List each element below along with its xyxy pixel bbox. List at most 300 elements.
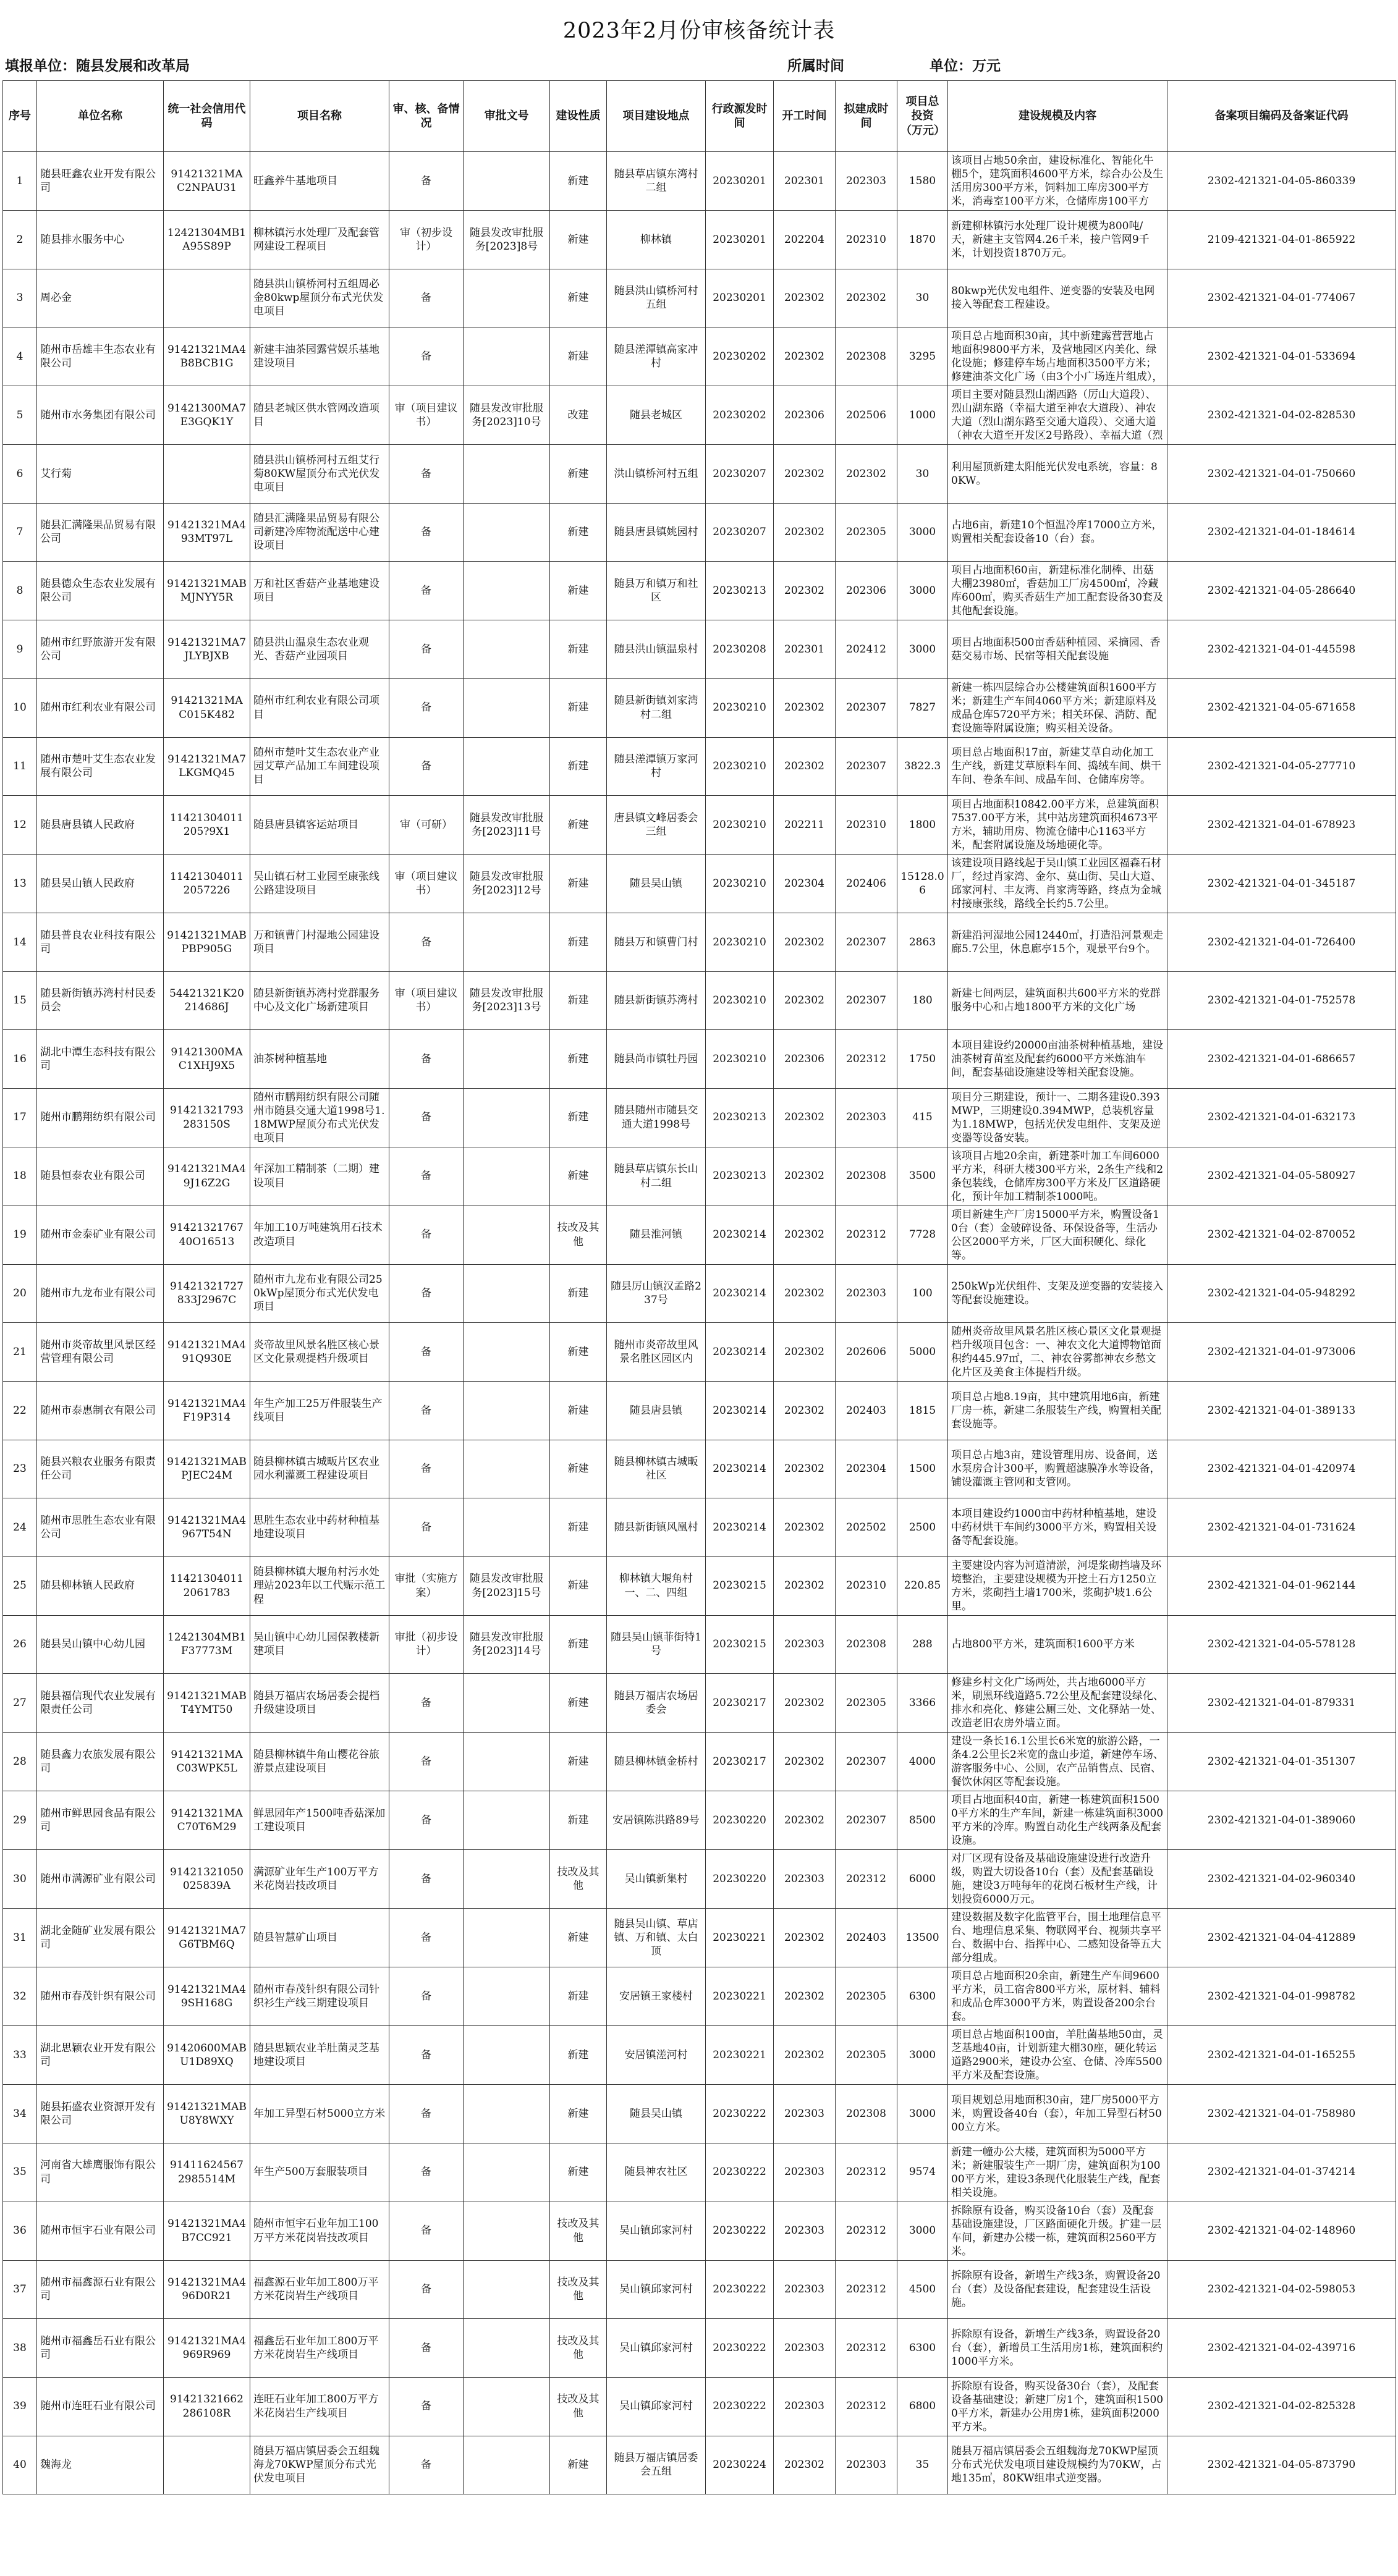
header-col-unit-name: 单位名称 [37, 81, 164, 152]
col-credit-code-cell [164, 1206, 250, 1264]
col-nature-text: 新建 [567, 174, 589, 187]
col-credit-code-cell [164, 1382, 250, 1440]
col-issue-date-text: 20230215 [713, 1638, 766, 1651]
col-project-name-text: 连旺石业年加工800万平方米花岗岩生产线项目 [253, 2393, 379, 2420]
col-nature-cell [550, 1850, 607, 1909]
col-unit-name-text: 随州市福鑫源石业有限公司 [40, 2276, 156, 2303]
col-nature-cell [550, 1791, 607, 1850]
col-completion-text: 202312 [846, 2283, 886, 2296]
col-record-code-cell [1167, 503, 1396, 562]
col-credit-code-text: 91421321MABPBP905G [167, 929, 247, 955]
col-index-text: 38 [13, 2341, 27, 2354]
col-location-text: 随县淮河镇 [630, 1228, 682, 1241]
col-location-text: 随县万和镇曹门村 [614, 935, 698, 948]
col-start-cell [774, 1088, 836, 1147]
col-location-cell [607, 1791, 706, 1850]
col-credit-code-cell [164, 152, 250, 211]
col-location-text: 安居镇陈洪路89号 [612, 1814, 700, 1826]
col-nature-cell [550, 737, 607, 796]
col-completion-cell [836, 678, 897, 737]
col-investment-text: 3000 [909, 2107, 936, 2120]
col-investment-cell [897, 1030, 948, 1089]
col-scope-cell [948, 1088, 1167, 1147]
col-scope-cell [948, 1615, 1167, 1674]
col-credit-code-cell [164, 1498, 250, 1557]
col-start-text: 202302 [784, 1111, 824, 1124]
col-scope-text: 随州炎帝故里风景名胜区核心景区文化景观提档升级项目包含：一、神农文化大道博物馆面积约445.97㎡，二、神农谷雾都神农乡愁文化片区及美食主体提档升级。 [951, 1325, 1161, 1379]
col-unit-name-cell [37, 1674, 164, 1733]
col-approval-no-cell [464, 855, 550, 913]
col-location-cell [607, 2436, 706, 2494]
col-credit-code-cell [164, 1615, 250, 1674]
col-unit-name-text: 魏海龙 [40, 2459, 72, 2472]
col-index-text: 31 [13, 1931, 27, 1944]
col-unit-name-cell [37, 1556, 164, 1615]
col-scope-text: 新建一栋四层综合办公楼建筑面积1600平方米；新建生产车间4060平方米；新建原料及成品仓库5720平方米；相关环保、消防、配套设施等附属设施；购买相关设备。 [951, 681, 1157, 735]
col-approval-no-cell [464, 503, 550, 562]
col-record-code-cell [1167, 1733, 1396, 1791]
col-location-text: 随县万福店农场居委会 [614, 1689, 698, 1716]
col-credit-code-text: 91421321MA496D0R21 [167, 2276, 247, 2303]
col-scope-cell [948, 1264, 1167, 1323]
col-scope-cell [948, 1674, 1167, 1733]
col-project-name-text: 柳林镇污水处理厂及配套管网建设工程项目 [253, 226, 379, 253]
col-investment-cell [897, 269, 948, 327]
col-index-cell [3, 1791, 37, 1850]
col-nature-text: 新建 [567, 1111, 589, 1124]
col-project-name-cell [250, 2085, 389, 2143]
col-start-cell [774, 1147, 836, 1206]
col-start-cell [774, 1323, 836, 1382]
col-credit-code-text: 12421304MB1A95S89P [167, 226, 247, 253]
col-investment-text: 6300 [909, 1990, 936, 2003]
col-credit-code-text: 12421304MB1F37773M [167, 1631, 247, 1658]
col-approval-status-text: 备 [421, 174, 431, 187]
col-index-text: 22 [13, 1404, 27, 1417]
col-location-text: 随县溠潭镇高家冲村 [614, 343, 698, 370]
col-credit-code-text: 91421321MA7LKGMQ45 [167, 753, 247, 780]
col-start-cell [774, 445, 836, 504]
col-nature-cell [550, 1498, 607, 1557]
meta-row [2, 48, 1396, 80]
col-completion-text: 202305 [846, 1990, 886, 2003]
col-scope-text: 新建一幢办公大楼，建筑面积为5000平方米；新建服装生产一期厂房，建筑面积为10000平方米，建设3条现代化服装生产线，配套相关设施。 [951, 2145, 1161, 2199]
header-col-issue-date: 行政源发时间 [706, 81, 774, 152]
col-index-cell [3, 1850, 37, 1909]
col-location-text: 随县洪山镇桥河村五组 [614, 285, 698, 311]
col-start-text: 202302 [784, 292, 824, 305]
col-scope-cell [948, 1498, 1167, 1557]
col-completion-text: 202302 [846, 467, 886, 480]
col-credit-code-text: 91421321MA49SH168G [167, 1983, 247, 2009]
col-scope-cell [948, 2319, 1167, 2378]
col-investment-cell [897, 2143, 948, 2202]
table-row [3, 1909, 1396, 1967]
col-nature-text: 新建 [567, 2459, 589, 2472]
col-location-text: 随县吴山镇 [630, 2107, 682, 2120]
col-scope-cell [948, 2377, 1167, 2436]
col-credit-code-text: 91421321MAC03WPK5L [171, 1748, 243, 1775]
col-completion-cell [836, 737, 897, 796]
col-project-name-text: 随州市红利农业有限公司项目 [253, 695, 379, 721]
col-nature-text: 新建 [567, 2107, 589, 2120]
table-row [3, 971, 1396, 1030]
col-credit-code-text: 91421321793283150S [170, 1104, 244, 1131]
col-approval-status-cell [389, 1909, 464, 1967]
col-index-cell [3, 152, 37, 211]
col-scope-text: 项目总占地8.19亩，其中建筑用地6亩，新建厂房一栋，新建二条服装生产线，购置相关配套设施等。 [951, 1390, 1161, 1430]
col-investment-cell [897, 386, 948, 445]
col-record-code-text: 2302-421321-04-01-686657 [1207, 1052, 1356, 1065]
col-unit-name-text: 随州市水务集团有限公司 [40, 408, 156, 421]
col-location-text: 吴山镇邱家河村 [619, 2224, 693, 2237]
col-approval-status-cell [389, 1440, 464, 1498]
col-start-cell [774, 1733, 836, 1791]
col-unit-name-cell [37, 796, 164, 855]
col-scope-cell [948, 445, 1167, 504]
col-credit-code-cell [164, 1909, 250, 1967]
col-unit-name-cell [37, 152, 164, 211]
col-index-cell [3, 327, 37, 386]
col-approval-status-cell [389, 2202, 464, 2260]
col-approval-no-cell [464, 1323, 550, 1382]
col-nature-cell [550, 620, 607, 679]
col-start-text: 202302 [784, 467, 824, 480]
col-scope-text: 本项目建设约1000亩中药材种植基地，建设中药材烘干车间约3000平方米，购置相关设备等配套设施。 [951, 1507, 1157, 1547]
col-approval-status-cell [389, 386, 464, 445]
col-unit-name-cell [37, 1030, 164, 1089]
col-scope-text: 拆除原有设备，购买设备10台（套）及配套基础设施建设，厂区路面硬化升级。扩建一层车间，新建办公楼一栋，建筑面积2560平方米。 [951, 2204, 1161, 2258]
table-row [3, 2377, 1396, 2436]
col-start-text: 202302 [784, 1170, 824, 1183]
col-location-text: 随县万和镇万和社区 [614, 577, 698, 604]
col-index-text: 24 [13, 1521, 27, 1534]
col-index-text: 40 [13, 2459, 27, 2472]
col-record-code-cell [1167, 1909, 1396, 1967]
col-approval-status-cell [389, 2377, 464, 2436]
col-approval-status-text: 备 [421, 2283, 431, 2296]
col-unit-name-text: 随州市福鑫岳石业有限公司 [40, 2334, 156, 2361]
col-location-cell [607, 2085, 706, 2143]
col-issue-date-cell [706, 1909, 774, 1967]
col-scope-text: 拆除原有设备，新增生产线3条，购置设备20台（套），新增员工生活用房1栋，建筑面积约1000平方米。 [951, 2328, 1163, 2368]
col-approval-status-cell [389, 1615, 464, 1674]
col-investment-text: 3000 [909, 643, 936, 656]
col-nature-text: 新建 [567, 818, 589, 831]
col-credit-code-cell [164, 2377, 250, 2436]
col-scope-text: 利用屋顶新建太阳能光伏发电系统，容量：80KW。 [951, 460, 1158, 487]
col-nature-cell [550, 2260, 607, 2319]
col-investment-text: 7728 [909, 1228, 936, 1241]
col-credit-code-text: 91421300MA7E3GQK1Y [167, 402, 247, 428]
col-start-text: 202306 [784, 1052, 824, 1065]
col-scope-text: 新建七间两层，建筑面积共600平方米的党群服务中心和占地1800平方米的文化广场 [951, 987, 1161, 1014]
col-completion-cell [836, 1967, 897, 2026]
col-approval-no-cell [464, 737, 550, 796]
col-approval-status-text: 备 [421, 1463, 431, 1476]
col-project-name-text: 新建丰油茶园露营娱乐基地建设项目 [253, 343, 379, 370]
col-approval-status-cell [389, 2319, 464, 2378]
col-nature-text: 新建 [567, 1638, 589, 1651]
col-scope-cell [948, 2436, 1167, 2494]
col-credit-code-cell [164, 913, 250, 972]
col-investment-text: 8500 [909, 1814, 936, 1826]
col-nature-text: 技改及其他 [557, 1865, 599, 1892]
col-nature-cell [550, 1088, 607, 1147]
col-unit-name-text: 随州市楚叶艾生态农业发展有限公司 [40, 753, 156, 780]
col-start-cell [774, 211, 836, 269]
col-approval-status-text: 备 [421, 467, 431, 480]
col-scope-cell [948, 1206, 1167, 1264]
col-nature-cell [550, 2202, 607, 2260]
col-completion-text: 202308 [846, 1170, 886, 1183]
col-completion-text: 202303 [846, 1111, 886, 1124]
col-nature-cell [550, 1674, 607, 1733]
col-unit-name-cell [37, 1206, 164, 1264]
col-investment-cell [897, 1088, 948, 1147]
col-completion-text: 202403 [846, 1931, 886, 1944]
col-location-cell [607, 211, 706, 269]
col-location-cell [607, 503, 706, 562]
col-investment-text: 1815 [909, 1404, 936, 1417]
col-project-name-text: 随县智慧矿山项目 [253, 1931, 337, 1944]
table-row [3, 327, 1396, 386]
col-issue-date-cell [706, 971, 774, 1030]
col-location-cell [607, 971, 706, 1030]
col-approval-status-cell [389, 2085, 464, 2143]
col-nature-text: 技改及其他 [557, 2218, 599, 2244]
col-record-code-cell [1167, 620, 1396, 679]
col-location-text: 随县吴山镇菲街特1号 [611, 1631, 701, 1658]
col-nature-cell [550, 445, 607, 504]
col-credit-code-text: 114213040112061783 [170, 1573, 244, 1599]
col-record-code-cell [1167, 1030, 1396, 1089]
col-completion-cell [836, 2202, 897, 2260]
header-col-project-name: 项目名称 [250, 81, 389, 152]
col-location-text: 随县草店镇东湾村二组 [614, 167, 698, 194]
col-record-code-text: 2302-421321-04-01-998782 [1207, 1990, 1356, 2003]
col-unit-name-cell [37, 737, 164, 796]
col-nature-cell [550, 1147, 607, 1206]
col-investment-text: 220.85 [904, 1579, 941, 1592]
col-start-text: 202303 [784, 1872, 824, 1885]
col-index-cell [3, 1440, 37, 1498]
col-scope-text: 建设一条长16.1公里长6米宽的旅游公路，一条4.2公里长2米宽的盘山步道，新建停车场、游客服务中心、公厕，农产品销售点、民宿、餐饮休闲区等配套设施。 [951, 1735, 1164, 1789]
col-approval-status-cell [389, 737, 464, 796]
col-investment-cell [897, 327, 948, 386]
col-nature-cell [550, 1556, 607, 1615]
table-row [3, 1615, 1396, 1674]
header-col-nature: 建设性质 [550, 81, 607, 152]
col-unit-name-text: 随县吴山镇人民政府 [40, 877, 135, 890]
col-project-name-text: 年加工10万吨建筑用石技术改造项目 [253, 1222, 383, 1248]
col-location-cell [607, 1850, 706, 1909]
col-completion-cell [836, 796, 897, 855]
col-location-text: 安居镇王家楼村 [619, 1990, 693, 2003]
col-start-text: 202303 [784, 2107, 824, 2120]
col-completion-cell [836, 562, 897, 620]
col-index-cell [3, 503, 37, 562]
col-completion-text: 202312 [846, 1052, 886, 1065]
col-credit-code-text: 91421321727833J2967C [170, 1280, 244, 1307]
col-investment-cell [897, 2436, 948, 2494]
col-start-cell [774, 737, 836, 796]
col-credit-code-text: 91421321MA4967T54N [167, 1514, 247, 1540]
col-location-cell [607, 1556, 706, 1615]
col-index-text: 21 [13, 1345, 27, 1358]
col-location-cell [607, 855, 706, 913]
col-completion-cell [836, 327, 897, 386]
col-approval-no-cell [464, 1030, 550, 1089]
col-credit-code-text: 91421321050025839A [170, 1865, 244, 1892]
col-approval-status-cell [389, 620, 464, 679]
col-credit-code-cell [164, 620, 250, 679]
currency-unit: 单位：万元 [930, 58, 1001, 74]
col-credit-code-cell [164, 855, 250, 913]
col-investment-cell [897, 2260, 948, 2319]
col-record-code-cell [1167, 1850, 1396, 1909]
col-location-cell [607, 2377, 706, 2436]
col-unit-name-text: 随县旺鑫农业开发有限公司 [40, 167, 156, 194]
col-completion-cell [836, 2026, 897, 2085]
col-investment-text: 1870 [909, 233, 936, 246]
col-scope-text: 250kWp光伏组件、支架及逆变器的安装接入等配套设施建设。 [951, 1280, 1164, 1307]
col-index-text: 7 [16, 526, 23, 539]
col-index-text: 27 [13, 1696, 27, 1709]
col-record-code-text: 2302-421321-04-01-752578 [1207, 994, 1356, 1007]
table-row [3, 796, 1396, 855]
col-index-text: 39 [13, 2400, 27, 2413]
col-scope-text: 项目占地面积60亩，新建标准化制棒、出菇大棚23980㎡，香菇加工厂房4500㎡，冷藏库600㎡，购买香菇生产加工配套设备30套及其他配套设施。 [951, 564, 1164, 618]
col-approval-status-cell [389, 2260, 464, 2319]
col-location-cell [607, 2319, 706, 2378]
col-project-name-text: 随县唐县镇客运站项目 [253, 818, 358, 831]
col-scope-cell [948, 1382, 1167, 1440]
col-nature-text: 技改及其他 [557, 2334, 599, 2361]
col-project-name-text: 油茶树种植基地 [253, 1052, 327, 1065]
col-project-name-text: 随州市鹏翔纺织有限公司随州市随县交通大道1998号1.18MWP屋顶分布式光伏发电项目 [253, 1091, 385, 1144]
col-issue-date-text: 20230201 [713, 233, 766, 246]
col-record-code-cell [1167, 913, 1396, 972]
col-index-cell [3, 2377, 37, 2436]
col-scope-text: 项目占地面积40亩，新建一栋建筑面积15000平方米的生产车间，新建一栋建筑面积3000平方米的冷库。购置自动化生产线两条及配套设施。 [951, 1794, 1164, 1848]
col-nature-cell [550, 1323, 607, 1382]
col-record-code-cell [1167, 2143, 1396, 2202]
col-index-cell [3, 2026, 37, 2085]
col-unit-name-text: 随县汇满隆果品贸易有限公司 [40, 519, 156, 546]
col-nature-text: 新建 [567, 233, 589, 246]
col-issue-date-cell [706, 1733, 774, 1791]
col-investment-cell [897, 620, 948, 679]
col-scope-cell [948, 269, 1167, 327]
col-project-name-text: 随县洪山镇桥河村五组艾行菊80KW屋顶分布式光伏发电项目 [253, 454, 380, 494]
col-index-cell [3, 2260, 37, 2319]
col-location-text: 随县唐县镇姚园村 [614, 526, 698, 539]
table-row [3, 2260, 1396, 2319]
col-approval-status-text: 备 [421, 1111, 431, 1124]
col-location-text: 随县尚市镇牡丹园 [614, 1052, 698, 1065]
col-record-code-text: 2302-421321-04-01-879331 [1207, 1696, 1356, 1709]
col-investment-text: 3000 [909, 2224, 936, 2237]
header-col-scope: 建设规模及内容 [948, 81, 1167, 152]
col-investment-text: 6800 [909, 2400, 936, 2413]
col-record-code-text: 2302-421321-04-05-948292 [1207, 1287, 1356, 1300]
col-approval-no-cell [464, 1088, 550, 1147]
col-approval-status-text: 备 [421, 643, 431, 656]
col-approval-status-cell [389, 678, 464, 737]
col-approval-no-cell [464, 796, 550, 855]
col-start-cell [774, 503, 836, 562]
col-approval-status-cell [389, 2143, 464, 2202]
col-completion-cell [836, 913, 897, 972]
col-approval-status-cell [389, 1556, 464, 1615]
col-unit-name-cell [37, 1323, 164, 1382]
col-start-cell [774, 269, 836, 327]
col-index-text: 36 [13, 2224, 27, 2237]
col-project-name-text: 满源矿业年生产100万平方米花岗岩技改项目 [253, 1865, 379, 1892]
col-project-name-cell [250, 1615, 389, 1674]
col-investment-text: 30 [915, 292, 930, 305]
col-location-text: 随县新街镇苏湾村 [614, 994, 698, 1007]
col-index-cell [3, 1088, 37, 1147]
col-approval-status-cell [389, 1264, 464, 1323]
col-issue-date-text: 20230213 [713, 1111, 766, 1124]
col-location-text: 随县神农社区 [624, 2166, 688, 2179]
col-index-text: 37 [13, 2283, 27, 2296]
col-issue-date-text: 20230213 [713, 584, 766, 597]
col-issue-date-text: 20230215 [713, 1579, 766, 1592]
col-completion-text: 202312 [846, 2341, 886, 2354]
col-scope-text: 项目新建生产厂房15000平方米，购置设备10台（套）金破碎设备、环保设备等，生活办公区2000平方米，厂区大面积硬化、绿化等。 [951, 1208, 1159, 1262]
col-start-cell [774, 1967, 836, 2026]
col-investment-cell [897, 737, 948, 796]
col-nature-text: 新建 [567, 935, 589, 948]
col-start-text: 202303 [784, 2166, 824, 2179]
col-start-cell [774, 1556, 836, 1615]
col-issue-date-cell [706, 327, 774, 386]
col-record-code-text: 2302-421321-04-01-774067 [1207, 292, 1356, 305]
col-issue-date-text: 20230220 [713, 1814, 766, 1826]
col-approval-status-text: 备 [421, 526, 431, 539]
col-location-text: 随县随州市随县交通大道1998号 [614, 1104, 698, 1131]
col-nature-text: 新建 [567, 1579, 589, 1592]
col-credit-code-text: 91421300MAC1XHJ9X5 [171, 1045, 243, 1072]
col-location-text: 随县吴山镇、草店镇、万和镇、太白顶 [614, 1917, 698, 1958]
col-credit-code-cell [164, 2260, 250, 2319]
col-scope-cell [948, 2260, 1167, 2319]
col-project-name-cell [250, 2377, 389, 2436]
col-issue-date-cell [706, 620, 774, 679]
col-credit-code-text: 91421321MA4B8BCB1G [167, 343, 247, 370]
col-location-cell [607, 1909, 706, 1967]
col-nature-cell [550, 269, 607, 327]
col-scope-text: 拆除原有设备，新增生产线3条，购置设备20台（套）及设备配套建设，配套建设生活设施。 [951, 2270, 1161, 2310]
col-record-code-cell [1167, 211, 1396, 269]
col-scope-cell [948, 2143, 1167, 2202]
col-nature-text: 新建 [567, 2166, 589, 2179]
col-project-name-cell [250, 1498, 389, 1557]
col-investment-cell [897, 503, 948, 562]
col-approval-status-text: 备 [421, 1228, 431, 1241]
col-project-name-cell [250, 1264, 389, 1323]
table-row [3, 2202, 1396, 2260]
col-location-text: 随县新街镇刘家湾村二组 [614, 695, 698, 721]
table-row [3, 269, 1396, 327]
table-body [3, 152, 1396, 2494]
table-row [3, 2436, 1396, 2494]
col-completion-text: 202303 [846, 2459, 886, 2472]
col-start-text: 202306 [784, 408, 824, 421]
